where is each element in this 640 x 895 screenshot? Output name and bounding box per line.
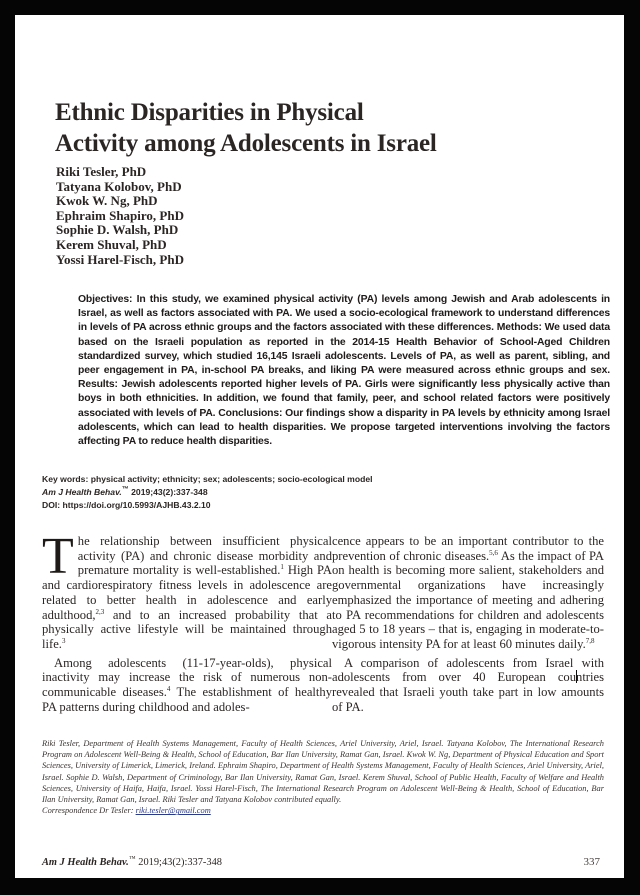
keywords: Key words: physical activity; ethnicity; sex; adolescents; socio-ecological model <box>42 474 373 484</box>
citation-ref: 1 <box>280 563 284 572</box>
body-paragraph: A comparison of adolescents from Israel with adolescents from over 40 European countries revealed that Israeli youth take part in low amounts of PA. <box>332 655 604 714</box>
footer-details: 2019;43(2):337-348 <box>135 857 222 868</box>
citation-ref: 7,8 <box>585 636 595 645</box>
abstract: Objectives: In this study, we examined physical activity (PA) levels among Jewish and Arab adolescents in Israel, as well as factors associated with PA. We used a socio-ecological framework to understand differences in levels of PA across ethnic groups and the factors associated with these differences. Methods: We used data based on the Israeli population as reported in the 2014-15 Health Behavior of School-Aged Children standardized survey, which studied 16,145 Israeli adolescents. Levels of PA, as well as parent, sibling, and peer engagement in PA, in-school PA breaks, and liking PA were measured across ethnic groups and sex. Results: Jewish adolescents reported higher levels of PA. Girls were significantly less physically active than boys in both ethnicities. In addition, we found that family, peer, and school related factors were positively associated with levels of PA. Conclusions: Our findings show a disparity in PA levels by ethnicity among Israel adolescents, which can lead to health disparities. We propose targeted interventions involving the factors affecting PA to reduce health disparities. <box>78 294 610 448</box>
body-paragraph: cence appears to be an important contributor to the prevention of chronic diseases.$^{5,6}$ As the impact of PA on health is becoming more salient, stakeholders and governmental organizations have increasingly emphasized the importance of meeting and adhering to PA recommendations for children and adolescents aged 5 to 18 years – that is, engaging in moderate-to-vigorous intensity PA for at least 60 minutes daily.$^{7,8}$ <box>332 534 604 651</box>
author: Tatyana Kolobov, PhD <box>56 178 182 194</box>
correspondence-label: Correspondence Dr Tesler: <box>42 806 136 816</box>
body-paragraph: The relationship between insufficient physical activity (PA) and chronic disease morbidity and premature mortality is well-established.$^1$ High PA and cardiorespiratory fitness levels in adolescence are related to better health in adolescence and early adulthood,$^{2,3}$ and to an increased probability that a physically active lifestyle will be maintained through life.$^3$ <box>42 528 332 651</box>
footer-citation <box>42 854 222 868</box>
author: Riki Tesler, PhD <box>56 164 147 179</box>
citation-ref: 3 <box>61 636 66 645</box>
title-line-1: Ethnic Disparities in Physical <box>55 99 364 126</box>
author-affiliations-footnote <box>42 738 604 816</box>
author: Kwok W. Ng, PhD <box>56 193 158 209</box>
doi[interactable]: DOI: https://doi.org/10.5993/AJHB.43.2.10 <box>42 500 211 511</box>
body-column-left <box>42 528 333 718</box>
citation-journal: Am J Health Behav. <box>42 487 122 498</box>
citation-ref: 5,6 <box>489 548 498 557</box>
title-line-2: Activity among Adolescents in Israel <box>55 130 437 157</box>
author: Ephraim Shapiro, PhD <box>56 207 184 223</box>
document-page <box>15 15 624 878</box>
page-number: 337 <box>583 856 600 868</box>
affiliations-text: Riki Tesler, Department of Health Systems Management, Faculty of Health Sciences, Ariel University, Ariel, Israel. Tatyana Kolobov, The International Research Program on Adolescent Well-Being & Health, School of Education, Bar Ilan University, Ramat Gan, Israel. Kwok W. Ng, Department of Physical Education and Sport Sciences, University of Limerick, Limerick, Ireland. Ephraim Shapiro, Department of Health Systems Management, Faculty of Health Sciences, Ariel University, Ariel, Israel. Sophie D. Walsh, Department of Criminology, Bar Ilan University, Ramat Gan, Israel. Kerem Shuval, School of Public Health, Faculty of Welfare and Health Sciences, University of Haifa, Haifa, Israel. Yossi Harel-Fisch, The International Research Program on Adolescent Well-Being & Health, School of Education, Bar Ilan University, Ramat Gan, Israel. Riki Tesler and Tatyana Kolobov contributed equally. <box>42 739 604 805</box>
drop-cap: T <box>42 528 74 585</box>
trademark: ™ <box>121 486 129 494</box>
trademark: ™ <box>128 854 136 863</box>
author: Kerem Shuval, PhD <box>56 236 167 252</box>
body-column-right <box>332 534 604 718</box>
citation <box>42 486 372 499</box>
citation-details: 2019;43(2):337-348 <box>128 487 208 498</box>
body-paragraph: Among adolescents (11-17-year-olds), physical inactivity may increase the risk of numerous non-communicable diseases.$^4$ The establishment of healthy PA patterns during childhood and adoles- <box>42 655 333 714</box>
citation-ref: 4 <box>166 684 171 693</box>
author: Sophie D. Walsh, PhD <box>56 222 179 238</box>
footer-journal: Am J Health Behav. <box>42 857 129 868</box>
citation-ref: 2,3 <box>95 607 105 616</box>
author: Yossi Harel-Fisch, PhD <box>56 251 184 267</box>
correspondence-email-link[interactable]: riki.tesler@gmail.com <box>135 806 211 816</box>
article-title <box>55 97 575 159</box>
author-list <box>56 165 184 267</box>
article-metadata <box>42 473 372 513</box>
